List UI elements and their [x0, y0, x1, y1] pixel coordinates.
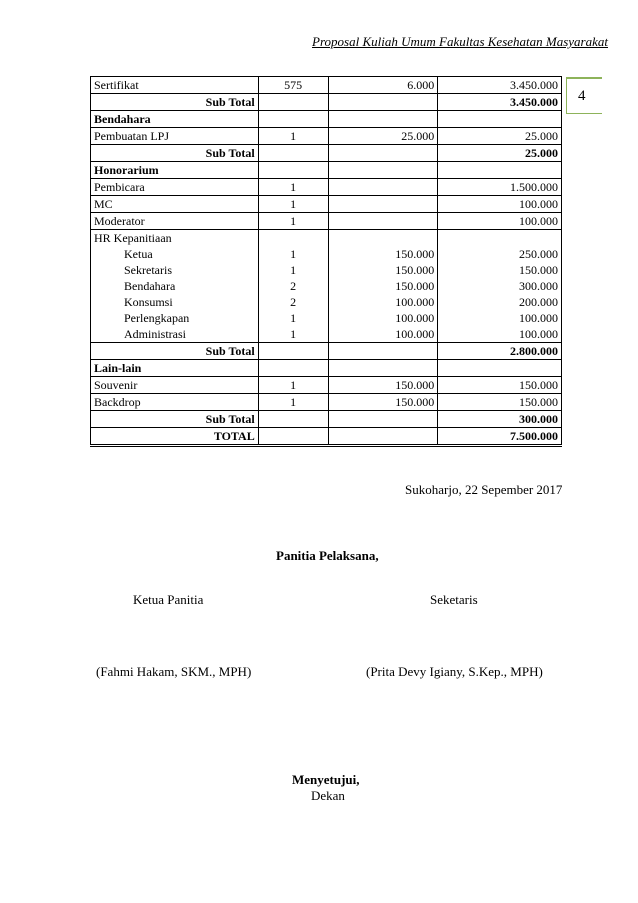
- item-total-cell: 3.450.000: [438, 77, 562, 94]
- hr-item-qty: 2: [290, 295, 297, 309]
- hr-item-qty: 1: [290, 327, 297, 341]
- table-row: [91, 128, 562, 145]
- item-total-cell: 150.000: [438, 394, 562, 411]
- hr-qty-cell: [258, 230, 328, 343]
- subtotal-label: Sub Total: [91, 94, 259, 111]
- empty-cell: [258, 145, 328, 162]
- chair-role-label: Ketua Panitia: [133, 592, 204, 607]
- chair-name: (Fahmi Hakam, SKM., MPH): [96, 664, 252, 679]
- item-qty-cell: 1: [258, 128, 328, 145]
- running-header: Proposal Kuliah Umum Fakultas Kesehatan Masyarakat: [312, 34, 608, 49]
- subtotal-value: 3.450.000: [438, 94, 562, 111]
- table-row: [91, 77, 562, 94]
- page-number: 4: [578, 88, 586, 104]
- grand-total-value: 7.500.000: [438, 428, 562, 446]
- item-name-cell: Pembuatan LPJ: [91, 128, 259, 145]
- section-header-row: [91, 111, 562, 128]
- hr-item-price: 150.000: [395, 279, 435, 293]
- hr-names-cell: [91, 230, 259, 343]
- page-number-rule-left: [566, 77, 567, 113]
- empty-cell: [258, 428, 328, 446]
- hr-item-price: 100.000: [395, 295, 435, 309]
- hr-item-name: Administrasi: [124, 327, 186, 341]
- hr-item-price: 100.000: [395, 311, 435, 325]
- hr-price-cell: [328, 230, 438, 343]
- item-total-cell: 100.000: [438, 213, 562, 230]
- empty-cell: [328, 428, 438, 446]
- subtotal-label: Sub Total: [91, 145, 259, 162]
- section-label: Lain-lain: [91, 360, 259, 377]
- item-price-cell: 25.000: [328, 128, 438, 145]
- empty-cell: [328, 94, 438, 111]
- item-qty-cell: 1: [258, 179, 328, 196]
- item-total-cell: 150.000: [438, 377, 562, 394]
- section-label: Honorarium: [91, 162, 259, 179]
- item-total-cell: 100.000: [438, 196, 562, 213]
- table-row: [91, 213, 562, 230]
- budget-table: [90, 76, 562, 447]
- item-name-cell: Pembicara: [91, 179, 259, 196]
- hr-total-cell: [438, 230, 562, 343]
- hr-title: HR Kepanitiaan: [94, 231, 172, 245]
- item-price-cell: [328, 196, 438, 213]
- item-price-cell: 6.000: [328, 77, 438, 94]
- item-price-cell: 150.000: [328, 377, 438, 394]
- empty-cell: [258, 343, 328, 360]
- hr-item-name: Bendahara: [124, 279, 176, 293]
- table-row: [91, 179, 562, 196]
- page-number-rule-bottom: [566, 113, 602, 114]
- hr-kepanitiaan-row: [91, 230, 562, 343]
- item-qty-cell: 1: [258, 196, 328, 213]
- hr-item-price: 150.000: [395, 263, 435, 277]
- empty-cell: [258, 111, 328, 128]
- empty-cell: [328, 145, 438, 162]
- table-row: [91, 196, 562, 213]
- section-header-row: [91, 360, 562, 377]
- subtotal-row: [91, 145, 562, 162]
- empty-cell: [258, 94, 328, 111]
- item-price-cell: [328, 213, 438, 230]
- empty-cell: [328, 162, 438, 179]
- subtotal-label: Sub Total: [91, 343, 259, 360]
- hr-item-name: Ketua: [124, 247, 153, 261]
- hr-item-name: Konsumsi: [124, 295, 173, 309]
- spacer: [262, 230, 325, 246]
- page-number-rule-top: [566, 77, 602, 79]
- hr-item-name: Perlengkapan: [124, 311, 190, 325]
- item-name-cell: MC: [91, 196, 259, 213]
- empty-cell: [438, 111, 562, 128]
- grand-total-row: [91, 428, 562, 446]
- item-qty-cell: 1: [258, 394, 328, 411]
- hr-item-total: 300.000: [519, 279, 558, 293]
- subtotal-label: Sub Total: [91, 411, 259, 428]
- hr-item-name: Sekretaris: [124, 263, 172, 277]
- hr-item-total: 100.000: [519, 327, 558, 341]
- committee-heading: Panitia Pelaksana,: [276, 548, 379, 563]
- hr-item-price: 100.000: [395, 327, 435, 341]
- approval-heading: Menyetujui,: [292, 772, 360, 787]
- empty-cell: [258, 162, 328, 179]
- item-name-cell: Backdrop: [91, 394, 259, 411]
- item-qty-cell: 1: [258, 377, 328, 394]
- section-label: Bendahara: [91, 111, 259, 128]
- secretary-name: (Prita Devy Igiany, S.Kep., MPH): [366, 664, 543, 679]
- subtotal-row: [91, 343, 562, 360]
- item-name-cell: Moderator: [91, 213, 259, 230]
- budget-table-body: [91, 77, 562, 446]
- table-row: [91, 394, 562, 411]
- hr-item-qty: 1: [290, 247, 297, 261]
- dean-label: Dekan: [311, 788, 345, 803]
- secretary-role-label: Seketaris: [430, 592, 478, 607]
- empty-cell: [328, 111, 438, 128]
- item-qty-cell: 575: [258, 77, 328, 94]
- empty-cell: [438, 162, 562, 179]
- signature-date: Sukoharjo, 22 Sepember 2017: [405, 482, 563, 497]
- hr-item-total: 200.000: [519, 295, 558, 309]
- item-total-cell: 1.500.000: [438, 179, 562, 196]
- item-price-cell: 150.000: [328, 394, 438, 411]
- grand-total-label: TOTAL: [91, 428, 259, 446]
- hr-item-total: 150.000: [519, 263, 558, 277]
- item-name-cell: Sertifikat: [91, 77, 259, 94]
- item-price-cell: [328, 179, 438, 196]
- table-row: [91, 377, 562, 394]
- spacer: [441, 230, 558, 246]
- subtotal-value: 25.000: [438, 145, 562, 162]
- subtotal-value: 300.000: [438, 411, 562, 428]
- item-qty-cell: 1: [258, 213, 328, 230]
- spacer: [332, 230, 435, 246]
- empty-cell: [328, 360, 438, 377]
- hr-item-total: 100.000: [519, 311, 558, 325]
- empty-cell: [328, 343, 438, 360]
- hr-item-qty: 1: [290, 263, 297, 277]
- item-total-cell: 25.000: [438, 128, 562, 145]
- empty-cell: [438, 360, 562, 377]
- item-name-cell: Souvenir: [91, 377, 259, 394]
- hr-item-price: 150.000: [395, 247, 435, 261]
- subtotal-row: [91, 411, 562, 428]
- hr-item-qty: 2: [290, 279, 297, 293]
- empty-cell: [258, 411, 328, 428]
- subtotal-row: [91, 94, 562, 111]
- empty-cell: [328, 411, 438, 428]
- empty-cell: [258, 360, 328, 377]
- hr-item-total: 250.000: [519, 247, 558, 261]
- section-header-row: [91, 162, 562, 179]
- hr-item-qty: 1: [290, 311, 297, 325]
- subtotal-value: 2.800.000: [438, 343, 562, 360]
